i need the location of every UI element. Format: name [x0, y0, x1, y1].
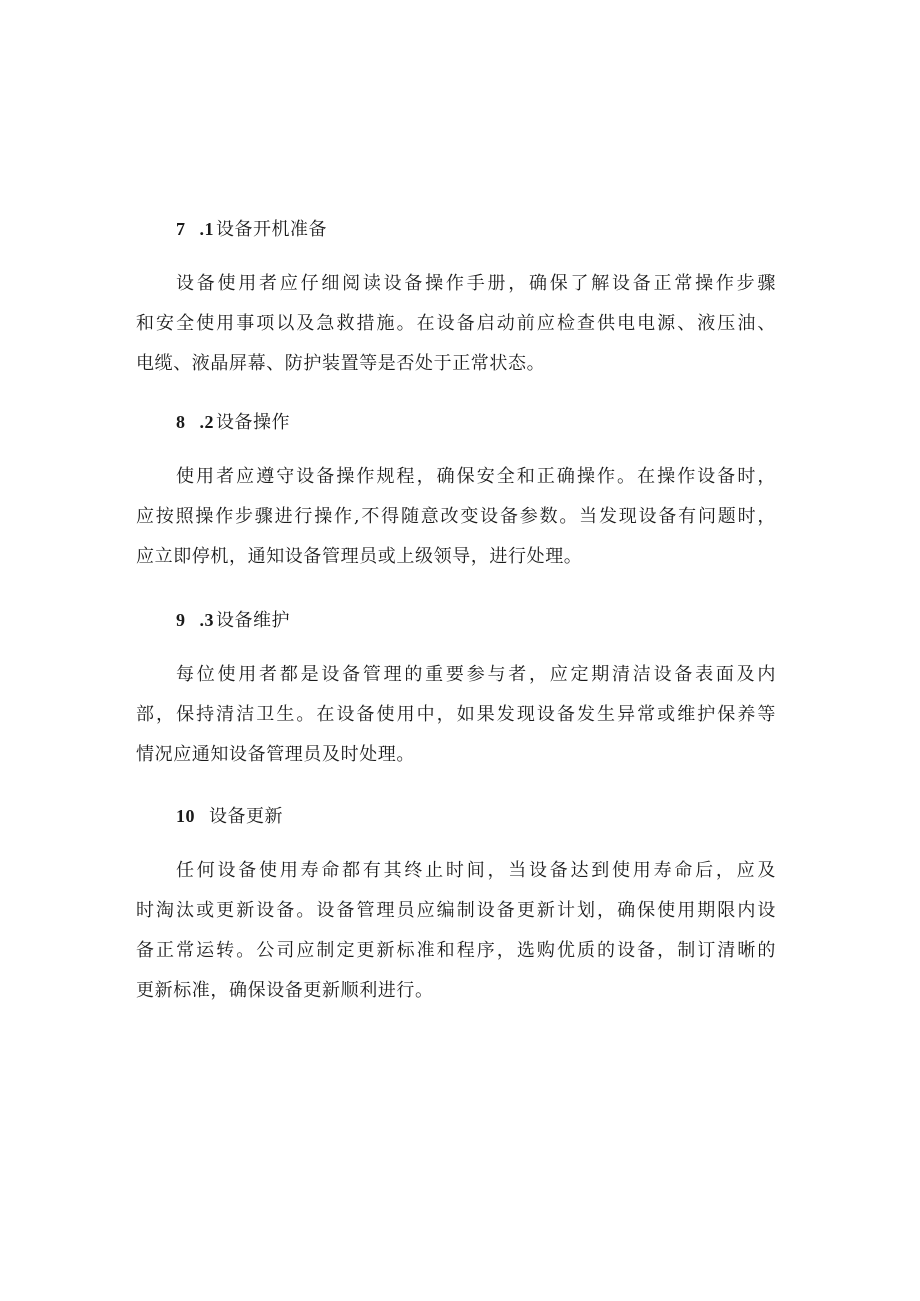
- section-heading-9-3: [176, 608, 290, 633]
- heading-title: 设备操作: [216, 412, 290, 433]
- section-heading-7-1: [176, 217, 327, 242]
- paragraph-line: 应立即停机，通知设备管理员或上级领导，进行处理。: [136, 546, 583, 567]
- heading-number: 9: [176, 610, 186, 630]
- heading-number: 7: [176, 219, 186, 239]
- paragraph-line: 任何设备使用寿命都有其终止时间，当设备达到使用寿命后，应及: [176, 860, 776, 881]
- paragraph-line: 设备使用者应仔细阅读设备操作手册，确保了解设备正常操作步骤: [176, 273, 776, 294]
- heading-title: 设备开机准备: [216, 219, 327, 240]
- section-paragraph-8-2: [136, 457, 776, 577]
- paragraph-line: 电缆、液晶屏幕、防护装置等是否处于正常状态。: [136, 353, 546, 374]
- paragraph-line: 每位使用者都是设备管理的重要参与者，应定期清洁设备表面及内: [176, 664, 776, 685]
- section-heading-8-2: [176, 410, 290, 435]
- heading-number: 8: [176, 412, 186, 432]
- paragraph-line: 和安全使用事项以及急救措施。在设备启动前应检查供电电源、液压油、: [136, 313, 776, 334]
- paragraph-line: 应按照操作步骤进行操作,不得随意改变设备参数。当发现设备有问题时，: [136, 506, 776, 527]
- heading-subnumber: .3: [199, 610, 214, 630]
- paragraph-line: 更新标准，确保设备更新顺利进行。: [136, 980, 434, 1001]
- paragraph-line: 使用者应遵守设备操作规程，确保安全和正确操作。在操作设备时，: [176, 466, 776, 487]
- paragraph-line: 备正常运转。公司应制定更新标准和程序，选购优质的设备，制订清晰的: [136, 940, 776, 961]
- heading-subnumber: .1: [199, 219, 214, 239]
- section-paragraph-10: [136, 851, 776, 1011]
- section-heading-10: [176, 804, 283, 829]
- heading-title: 设备维护: [216, 610, 290, 631]
- heading-subnumber: .2: [199, 412, 214, 432]
- section-paragraph-7-1: [136, 264, 776, 384]
- paragraph-line: 时淘汰或更新设备。设备管理员应编制设备更新计划，确保使用期限内设: [136, 900, 776, 921]
- heading-number: 10: [176, 806, 195, 826]
- section-paragraph-9-3: [136, 655, 776, 775]
- paragraph-line: 部，保持清洁卫生。在设备使用中，如果发现设备发生异常或维护保养等: [136, 704, 776, 725]
- heading-title: 设备更新: [209, 806, 283, 827]
- paragraph-line: 情况应通知设备管理员及时处理。: [136, 744, 415, 765]
